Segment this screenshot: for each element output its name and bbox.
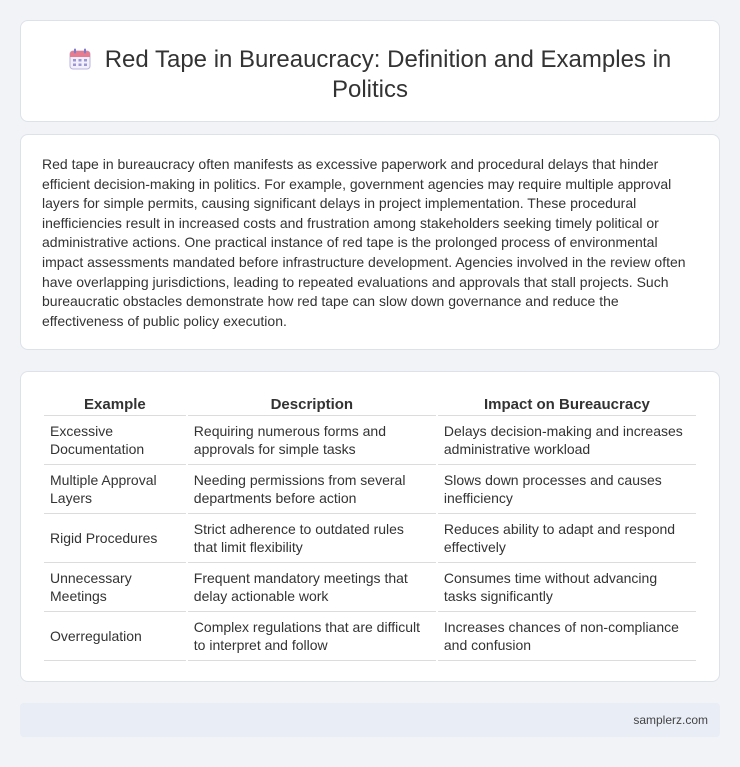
example-cell: Unnecessary Meetings xyxy=(44,563,186,612)
table-row xyxy=(44,465,696,514)
impact-cell: Increases chances of non-compliance and confusion xyxy=(438,612,696,661)
table-row xyxy=(44,563,696,612)
calendar-icon xyxy=(69,48,91,70)
description-cell: Requiring numerous forms and approvals for simple tasks xyxy=(188,416,436,465)
page-title-row xyxy=(21,45,719,105)
table-card xyxy=(20,371,720,682)
example-cell: Rigid Procedures xyxy=(44,514,186,563)
impact-cell: Consumes time without advancing tasks significantly xyxy=(438,563,696,612)
example-cell: Overregulation xyxy=(44,612,186,661)
impact-cell: Slows down processes and causes inefficiency xyxy=(438,465,696,514)
table-row xyxy=(44,514,696,563)
description-cell: Strict adherence to outdated rules that limit flexibility xyxy=(188,514,436,563)
intro-card xyxy=(20,134,720,350)
impact-cell: Delays decision-making and increases administrative workload xyxy=(438,416,696,465)
table-row xyxy=(44,416,696,465)
column-header-example: Example xyxy=(44,394,186,416)
footer-source-link[interactable]: samplerz.com xyxy=(633,713,708,727)
column-header-impact: Impact on Bureaucracy xyxy=(438,394,696,416)
table-row xyxy=(44,612,696,661)
column-header-description: Description xyxy=(188,394,436,416)
impact-cell: Reduces ability to adapt and respond effectively xyxy=(438,514,696,563)
example-cell: Multiple Approval Layers xyxy=(44,465,186,514)
footer-bar xyxy=(20,703,720,737)
table-header-row xyxy=(44,394,696,416)
page-title: Red Tape in Bureaucracy: Definition and Examples in Politics xyxy=(104,46,672,103)
description-cell: Frequent mandatory meetings that delay actionable work xyxy=(188,563,436,612)
intro-paragraph: Red tape in bureaucracy often manifests as excessive paperwork and procedural delays that hinder efficient decision-making in politics. For example, government agencies may require multiple approval layers for simple permits, causing significant delays in project implementation. These procedural inefficiencies result in increased costs and frustration among stakeholders seeking timely political or administrative actions. One practical instance of red tape is the prolonged process of environmental impact assessments mandated before infrastructure development. Agencies involved in the review often have overlapping jurisdictions, leading to repeated evaluations and approvals that stall projects. Such bureaucratic obstacles demonstrate how red tape can slow down governance and reduce the effectiveness of public policy execution. xyxy=(42,156,686,329)
description-cell: Needing permissions from several departments before action xyxy=(188,465,436,514)
example-cell: Excessive Documentation xyxy=(44,416,186,465)
title-card xyxy=(20,20,720,122)
description-cell: Complex regulations that are difficult to interpret and follow xyxy=(188,612,436,661)
examples-table xyxy=(42,394,698,661)
